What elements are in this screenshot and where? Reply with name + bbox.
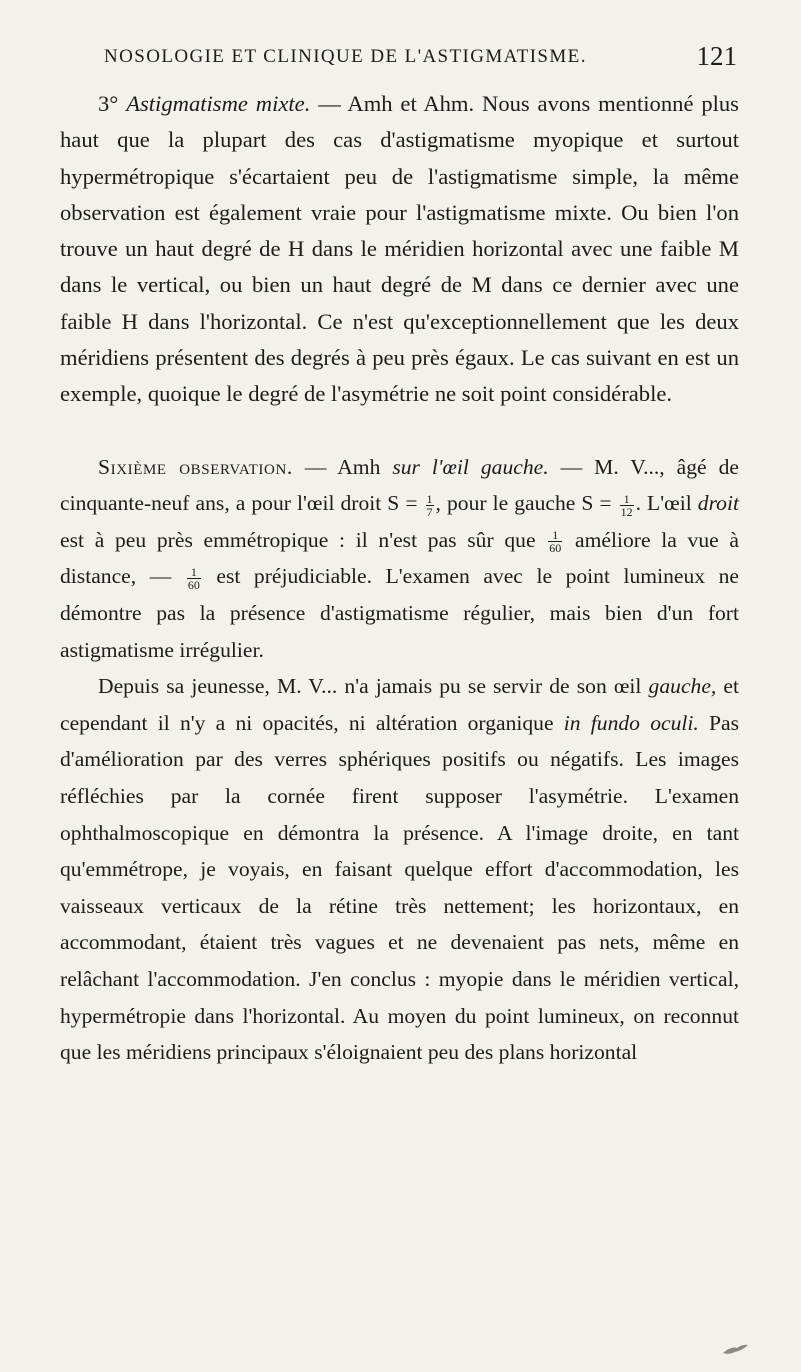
running-head: [60, 0, 739, 86]
italic-run: in fundo oculi.: [563, 710, 699, 735]
running-title: NOSOLOGIE ET CLINIQUE DE L'ASTIGMATISME.: [104, 46, 587, 67]
fraction-denominator: 7: [426, 504, 433, 519]
fraction-numerator: 1: [620, 493, 634, 506]
text-run: est préjudiciable. L'examen avec le point lumineux ne démontre pas la présence d'astigmatisme régulier, mais bien d'un fort astigmatisme irrégulier.: [60, 564, 739, 662]
section-number: 3°: [98, 91, 119, 116]
text-run: — M. V..., âgé de cinquante-neuf ans, a pour l'œil droit S =: [60, 454, 739, 516]
fraction-denominator: 12: [620, 504, 633, 519]
text-run: . L'œil: [635, 491, 692, 516]
paragraph-astigmatisme-mixte: [60, 86, 739, 413]
fraction-denominator: 60: [549, 541, 562, 556]
fraction-numerator: 1: [426, 491, 433, 506]
page-number: 121: [696, 41, 737, 71]
fraction-right-eye: [426, 493, 434, 518]
fraction-numerator: 1: [548, 529, 562, 542]
text-run: — Amh: [304, 454, 381, 479]
fraction-left-eye: [620, 493, 634, 518]
fraction-numerator: 1: [187, 566, 201, 579]
observation-label: Sixième observation.: [98, 454, 293, 479]
fraction-denominator: 60: [187, 578, 200, 592]
text-run: et cependant il n'y a ni opacités, ni altération organique: [60, 674, 740, 735]
fraction-lens-minus: [187, 566, 201, 591]
section-heading: Astigmatisme mixte.: [126, 91, 311, 116]
text-run: Pas d'amélioration par des verres sphériques positifs ou négatifs. Les images réfléchies par la cornée firent supposer l'asymétrie. L'examen ophthalmoscopique en démontra la présence. A l'image droite, en tant qu'emmétrope, je voyais, en faisant quelque effort d'accommodation, les vaisseaux verticaux de la rétine très nettement; les horizontaux, en accommodant, étaient très vagues et ne devenaient pas nets, même en relâchant l'accommodation. J'en conclus : myopie dans le méridien vertical, hypermétropie dans l'horizontal. Au moyen du point lumineux, on reconnut que les méridiens principaux s'éloignaient peu des plans horizontal: [60, 710, 739, 1065]
fraction-lens-plus: [548, 529, 562, 554]
text-run: Depuis sa jeunesse, M. V... n'a jamais pu se servir de son œil: [98, 674, 642, 699]
italic-run: gauche,: [648, 674, 717, 699]
paper-stain-mark: [721, 1342, 749, 1356]
paragraph-history: [60, 668, 739, 1071]
text-run: est à peu près emmétropique : il n'est pas sûr que: [60, 527, 536, 552]
italic-run: sur l'œil gauche.: [392, 454, 549, 479]
paragraph-text: — Amh et Ahm. Nous avons mentionné plus haut que la plupart des cas d'astigmatisme myopique et surtout hypermétropique s'écartaient peu de l'astigmatisme simple, la même observation est également vraie pour l'astigmatisme mixte. Ou bien l'on trouve un haut degré de H dans le méridien horizontal avec une faible M dans le vertical, ou bien un haut degré de M dans ce dernier avec une faible H dans l'horizontal. Ce n'est qu'exceptionnellement que les deux méridiens présentent des degrés à peu près égaux. Le cas suivant en est un exemple, quoique le degré de l'asymétrie ne soit point considérable.: [60, 91, 739, 407]
text-run: améliore la vue à distance, —: [60, 527, 740, 589]
italic-run: droit: [697, 491, 739, 516]
text-run: , pour le gauche S =: [435, 491, 612, 516]
paragraph-observation: [60, 449, 739, 669]
